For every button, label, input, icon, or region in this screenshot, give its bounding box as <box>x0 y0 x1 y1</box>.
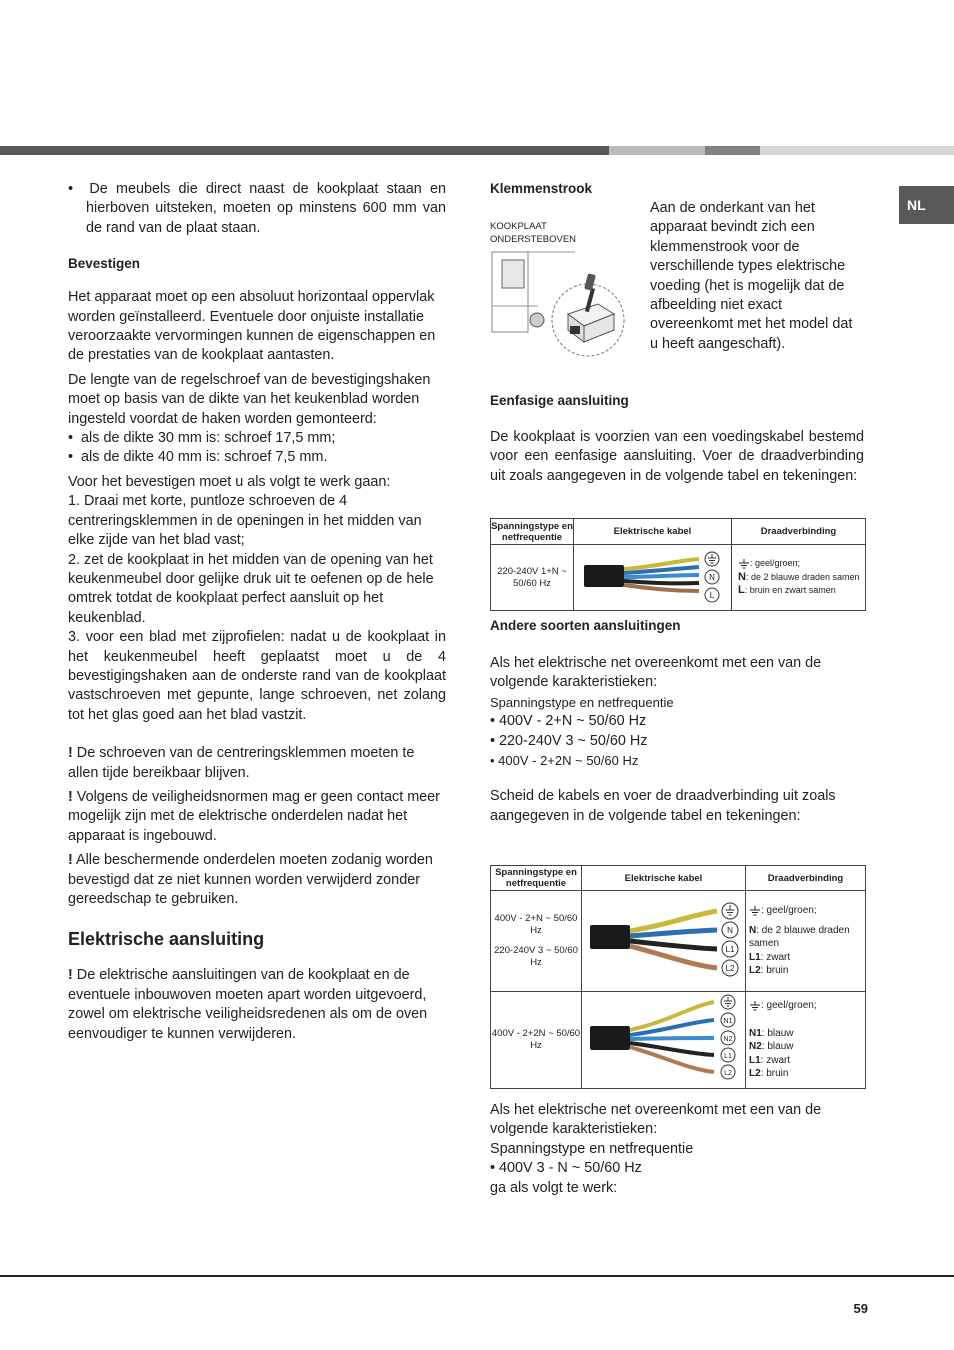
andere-section <box>490 654 864 826</box>
header-bar-mid <box>705 146 760 155</box>
warning-2: ! Volgens de veiligheidsnormen mag er geen contact meer mogelijk zijn met de elektrische onderdelen nadat het apparaat is ingebouwd. <box>68 788 440 844</box>
scheid-text: Scheid de kabels en voer de draadverbinding uit zoals aangegeven in de volgende tabel en tekeningen: <box>490 788 836 824</box>
terminal-n-label: N <box>709 573 715 582</box>
table2-row2-cable-cell <box>582 992 746 1089</box>
final-end: ga als volgt te werk: <box>490 1179 618 1196</box>
table2-row2-legend: : geel/groen; N1: blauw N2: blauw L1: zwart L2: bruin <box>746 992 866 1089</box>
step-2: 2. zet de kookplaat in het midden van de opening van het keukenmeubel door gelijke druk uit te oefenen op de hele omtrek totdat de kookplaat perfect aansluit op het keukenblad. <box>68 551 434 626</box>
terminal-n2-label: N2 <box>723 1036 733 1043</box>
single-phase-cable-drawing <box>574 545 729 605</box>
ground-icon <box>738 559 750 569</box>
andere-text: Als het elektrische net overeenkomt met een van de volgende karakteristieken: <box>490 655 822 691</box>
bullet-thickness-40: • als de dikte 40 mm is: schroef 7,5 mm. <box>68 449 328 466</box>
final-bullet-1: • 400V 3 - N ~ 50/60 Hz <box>490 1160 642 1177</box>
warning-mark: ! <box>68 967 73 984</box>
steps-intro: Voor het bevestigen moet u als volgt te werk gaan: <box>68 473 391 490</box>
illustration-caption: KOOKPLAAT ONDERSTEBOVEN <box>490 221 577 245</box>
ground-icon <box>749 1001 761 1011</box>
warning-1: ! De schroeven van de centreringsklemmen moeten te allen tijde bereikbaar blijven. <box>68 745 415 781</box>
warning-mark: ! <box>68 788 73 805</box>
warning-mark: ! <box>68 852 73 869</box>
table1-type-cell: 220-240V 1+N ~ 50/60 Hz <box>491 545 574 611</box>
elektrische-aansluiting-heading: Elektrische aansluiting <box>68 929 265 950</box>
terminal-n-label: N <box>727 926 733 935</box>
language-tab-label: NL <box>907 197 926 213</box>
table1-header-type: Spanningstype en netfrequentie <box>491 520 573 543</box>
table1-header-connection: Draadverbinding <box>732 519 866 545</box>
table1-cable-cell <box>574 545 732 611</box>
klemmenstrook-heading: Klemmenstrook <box>490 181 593 196</box>
table2-row1-legend: : geel/groen; N: de 2 blauwe draden samen L1: zwart L2: bruin <box>746 891 866 992</box>
final-subtitle: Spanningstype en netfrequentie <box>490 1140 694 1157</box>
step-3: 3. voor een blad met zijprofielen: nadat u de kookplaat in het keukenmeubel heeft geplaatst moet u de 4 bevestigingshaken aan de onderste rand van de kookplaat vastschroeven met gepunte, lange schroeven, net zolang tot het glas goed aan het blad vastzit. <box>68 629 446 723</box>
eenfasige-heading: Eenfasige aansluiting <box>490 393 629 408</box>
table2-header-type: Spanningstype en netfrequentie <box>491 866 582 891</box>
intro-bullet: • De meubels die direct naast de kookplaat staan en hierboven uitsteken, moeten op minstens 600 mm van de rand van de plaat staan. <box>68 181 446 236</box>
left-column <box>68 180 446 1044</box>
bevestigen-heading: Bevestigen <box>68 256 141 272</box>
language-tab <box>899 186 954 224</box>
elektrische-aansluiting-paragraph: ! De elektrische aansluitingen van de kookplaat en de eventuele inbouwoven moeten apart worden uitgevoerd, zowel om elektrische veiligheidsredenen als om de oven eenvoudiger te kunnen verwijderen. <box>68 967 428 1042</box>
page-number: 59 <box>853 1301 868 1316</box>
terminal-l1-label: L1 <box>724 1053 732 1060</box>
warning-mark: ! <box>68 745 73 762</box>
table2-row2-type-cell: 400V - 2+2N ~ 50/60 Hz <box>491 992 582 1089</box>
table2-row1-type-cell: 400V - 2+N ~ 50/60 Hz 220-240V 3 ~ 50/60 Hz <box>491 891 582 992</box>
header-bar-light <box>609 146 705 155</box>
multi-phase-wiring-table <box>490 865 866 1089</box>
klemmenstrook-text: Aan de onderkant van het apparaat bevindt zich een klemmenstrook voor de verschillende types elektrische voeding (het is mogelijk dat de afbeelding niet exact overeenkomt met het model dat u heeft aangeschaft). <box>650 200 853 352</box>
terminal-l2-label: L2 <box>725 964 735 973</box>
two-phase-cable-drawing <box>582 992 744 1083</box>
three-phase-cable-drawing <box>582 891 744 986</box>
table1-header-cable: Elektrische kabel <box>574 519 732 545</box>
step-1: 1. Draai met korte, puntloze schroeven de 4 centreringsklemmen in de openingen in het midden van elke zijde van het blad vast; <box>68 493 422 549</box>
bevestigen-paragraph-1: Het apparaat moet op een absoluut horizontaal oppervlak worden geïnstalleerd. Eventuele door onjuiste installatie veroorzaakte vervormingen kunnen de eigenschappen en de prestaties van de kookplaat aantasten. <box>68 289 436 364</box>
table2-header-cable: Elektrische kabel <box>582 866 746 891</box>
andere-bullet-3: • 400V - 2+2N ~ 50/60 Hz <box>490 753 639 769</box>
bevestigen-paragraph-2: De lengte van de regelschroef van de bevestigingshaken moet op basis van de dikte van het keukenblad worden ingesteld voordat de haken worden gemonteerd: <box>68 371 431 427</box>
cooktop-upside-down-drawing <box>490 246 640 358</box>
final-text: Als het elektrische net overeenkomt met een van de volgende karakteristieken: <box>490 1102 822 1138</box>
table2-header-connection: Draadverbinding <box>746 866 866 891</box>
warning-3: ! Alle beschermende onderdelen moeten zodanig worden bevestigd dat ze niet kunnen worden verwijderd zonder gereedschap te gebruiken. <box>68 852 433 907</box>
eenfasige-text: De kookplaat is voorzien van een voedingskabel bestemd voor een eenfasige aansluiting. Voer de draadverbinding uit zoals aangegeven in de volgende tabel en tekeningen: <box>490 429 864 484</box>
andere-heading: Andere soorten aansluitingen <box>490 618 681 633</box>
ground-icon <box>749 906 761 916</box>
terminal-n1-label: N1 <box>723 1018 733 1025</box>
andere-bullet-1: • 400V - 2+N ~ 50/60 Hz <box>490 713 647 730</box>
cooktop-illustration <box>490 220 640 360</box>
terminal-l2-label: L2 <box>724 1070 732 1077</box>
terminal-l-label: L <box>709 591 715 600</box>
andere-subtitle: Spanningstype en netfrequentie <box>490 694 674 710</box>
header-bar-dark <box>0 146 609 155</box>
bullet-thickness-30: • als de dikte 30 mm is: schroef 17,5 mm; <box>68 430 336 447</box>
header-bar-pale <box>760 146 954 155</box>
footer-rule <box>0 1275 954 1277</box>
terminal-l1-label: L1 <box>725 945 735 954</box>
single-phase-wiring-table <box>490 518 866 611</box>
andere-bullet-2: • 220-240V 3 ~ 50/60 Hz <box>490 732 648 749</box>
table1-legend: : geel/groen; N: de 2 blauwe draden samen L: bruin en zwart samen <box>732 545 866 611</box>
final-section <box>490 1101 864 1198</box>
table2-row1-cable-cell <box>582 891 746 992</box>
